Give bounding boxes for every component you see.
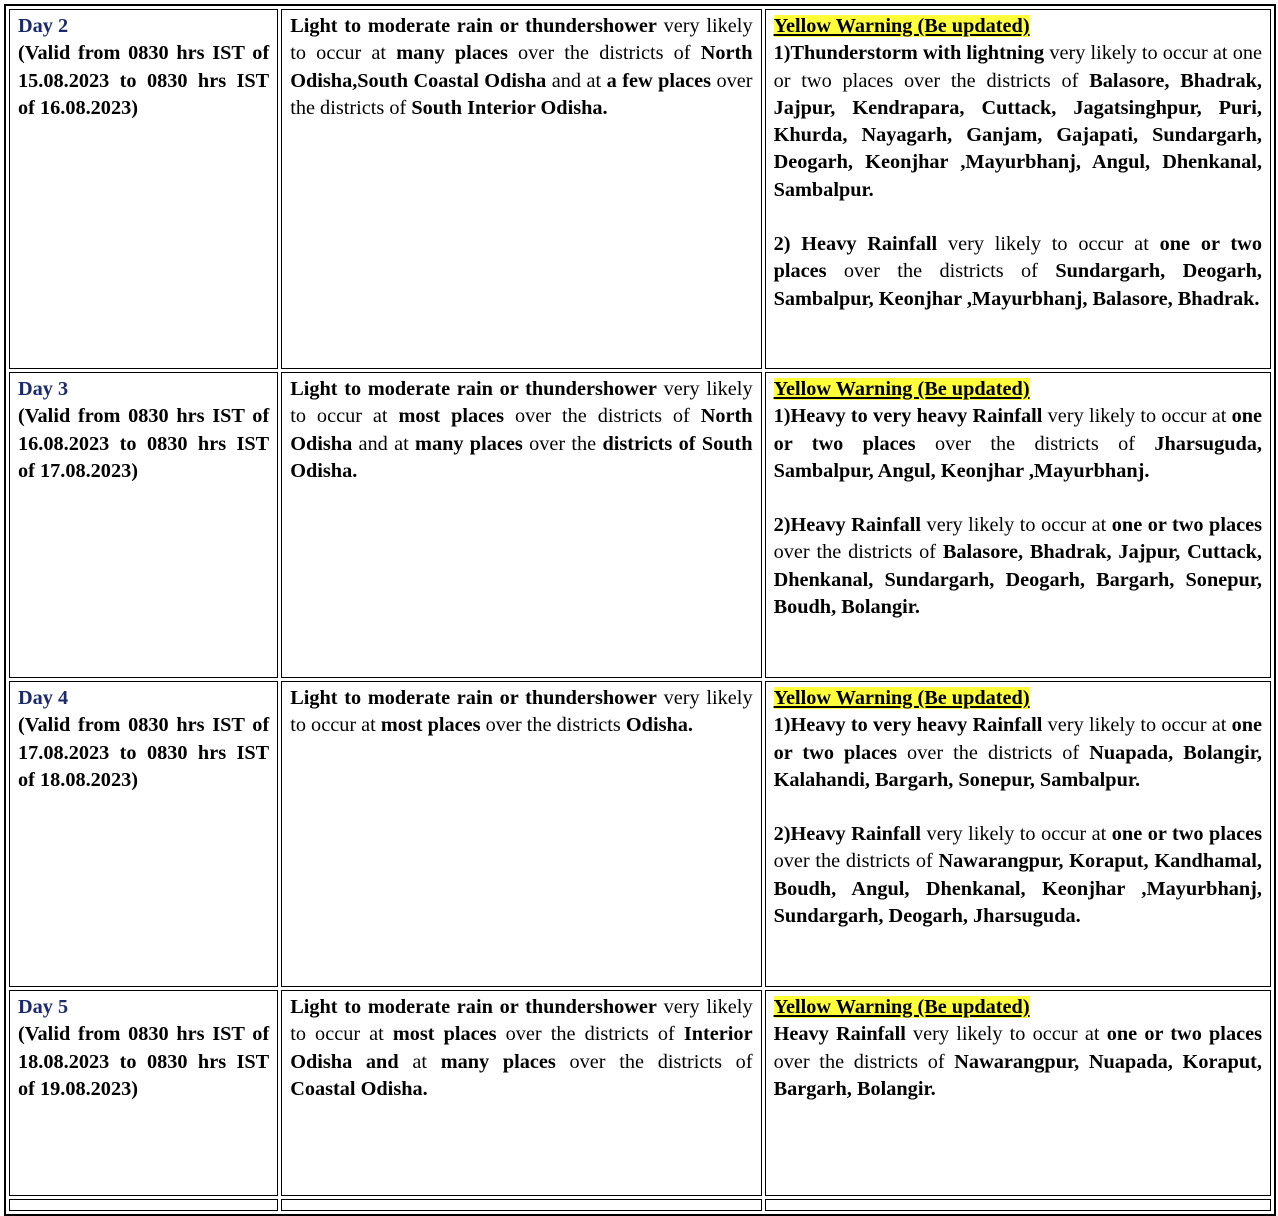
table-row	[9, 1199, 1271, 1211]
validity-text: (Valid from 0830 hrs IST of 16.08.2023 to 0830 hrs IST of 17.08.2023)	[18, 405, 270, 482]
day-label: Day 4	[18, 687, 69, 709]
empty-cell	[765, 1199, 1271, 1211]
warning-item: 1)Thunderstorm with lightning very likely to occur at one or two places over the districts of Balasore, Bhadrak, Jajpur, Kendrapara, Cuttack, Jagatsinghpur, Puri, Khurda, Nayagarh, Ganjam, Gajapati, Sundargarh, Deogarh, Keonjhar ,Mayurbhanj, Angul, Dhenkanal, Sambalpur.	[773, 42, 1262, 201]
warning-cell	[765, 9, 1271, 369]
warning-title: Yellow Warning (Be updated)	[773, 996, 1030, 1018]
forecast-text: Light to moderate rain or thundershower very likely to occur at most places over the districts of Interior Odisha and at many places over the districts of Coastal Odisha.	[290, 996, 753, 1100]
warning-item: 2) Heavy Rainfall very likely to occur at one or two places over the districts of Sundargarh, Deogarh, Sambalpur, Keonjhar ,Mayurbhanj, Balasore, Bhadrak.	[773, 233, 1262, 310]
table-row	[9, 990, 1271, 1196]
warning-cell	[765, 372, 1271, 678]
spacer	[774, 204, 1262, 231]
empty-cell	[281, 1199, 761, 1211]
validity-text: (Valid from 0830 hrs IST of 17.08.2023 to 0830 hrs IST of 18.08.2023)	[18, 714, 270, 791]
table-row	[9, 681, 1271, 987]
forecast-text: Light to moderate rain or thundershower very likely to occur at most places over the districts Odisha.	[290, 687, 753, 737]
forecast-cell	[281, 990, 761, 1196]
warning-cell	[765, 681, 1271, 987]
validity-text: (Valid from 0830 hrs IST of 18.08.2023 to 0830 hrs IST of 19.08.2023)	[18, 1023, 270, 1100]
warning-cell	[765, 990, 1271, 1196]
forecast-cell	[281, 681, 761, 987]
warning-item: 1)Heavy to very heavy Rainfall very likely to occur at one or two places over the districts of Nuapada, Bolangir, Kalahandi, Bargarh, Sonepur, Sambalpur.	[773, 714, 1262, 791]
forecast-text: Light to moderate rain or thundershower very likely to occur at most places over the districts of North Odisha and at many places over the districts of South Odisha.	[290, 378, 753, 482]
forecast-text: Light to moderate rain or thundershower very likely to occur at many places over the districts of North Odisha,South Coastal Odisha and at a few places over the districts of South Interior Odisha.	[290, 15, 753, 119]
spacer	[774, 794, 1262, 821]
day-cell	[9, 681, 278, 987]
warning-item: Heavy Rainfall very likely to occur at one or two places over the districts of Nawarangpur, Nuapada, Koraput, Bargarh, Bolangir.	[773, 1023, 1262, 1100]
district-forecast-table	[4, 4, 1276, 1216]
day-label: Day 2	[18, 15, 69, 37]
day-cell	[9, 9, 278, 369]
warning-item: 1)Heavy to very heavy Rainfall very likely to occur at one or two places over the districts of Jharsuguda, Sambalpur, Angul, Keonjhar ,Mayurbhanj.	[773, 405, 1262, 482]
warning-title: Yellow Warning (Be updated)	[773, 378, 1030, 400]
empty-cell	[9, 1199, 278, 1211]
warning-title: Yellow Warning (Be updated)	[773, 687, 1030, 709]
warning-title: Yellow Warning (Be updated)	[773, 15, 1030, 37]
spacer	[774, 485, 1262, 512]
day-cell	[9, 372, 278, 678]
forecast-cell	[281, 372, 761, 678]
table-row	[9, 9, 1271, 369]
validity-text: (Valid from 0830 hrs IST of 15.08.2023 to 0830 hrs IST of 16.08.2023)	[18, 42, 270, 119]
day-label: Day 3	[18, 378, 69, 400]
table-row	[9, 372, 1271, 678]
forecast-cell	[281, 9, 761, 369]
warning-item: 2)Heavy Rainfall very likely to occur at one or two places over the districts of Nawarangpur, Koraput, Kandhamal, Boudh, Angul, Dhenkanal, Keonjhar ,Mayurbhanj, Sundargarh, Deogarh, Jharsuguda.	[773, 823, 1262, 928]
day-cell	[9, 990, 278, 1196]
day-label: Day 5	[18, 996, 69, 1018]
warning-item: 2)Heavy Rainfall very likely to occur at one or two places over the districts of Balasore, Bhadrak, Jajpur, Cuttack, Dhenkanal, Sundargarh, Deogarh, Bargarh, Sonepur, Boudh, Bolangir.	[773, 514, 1262, 619]
